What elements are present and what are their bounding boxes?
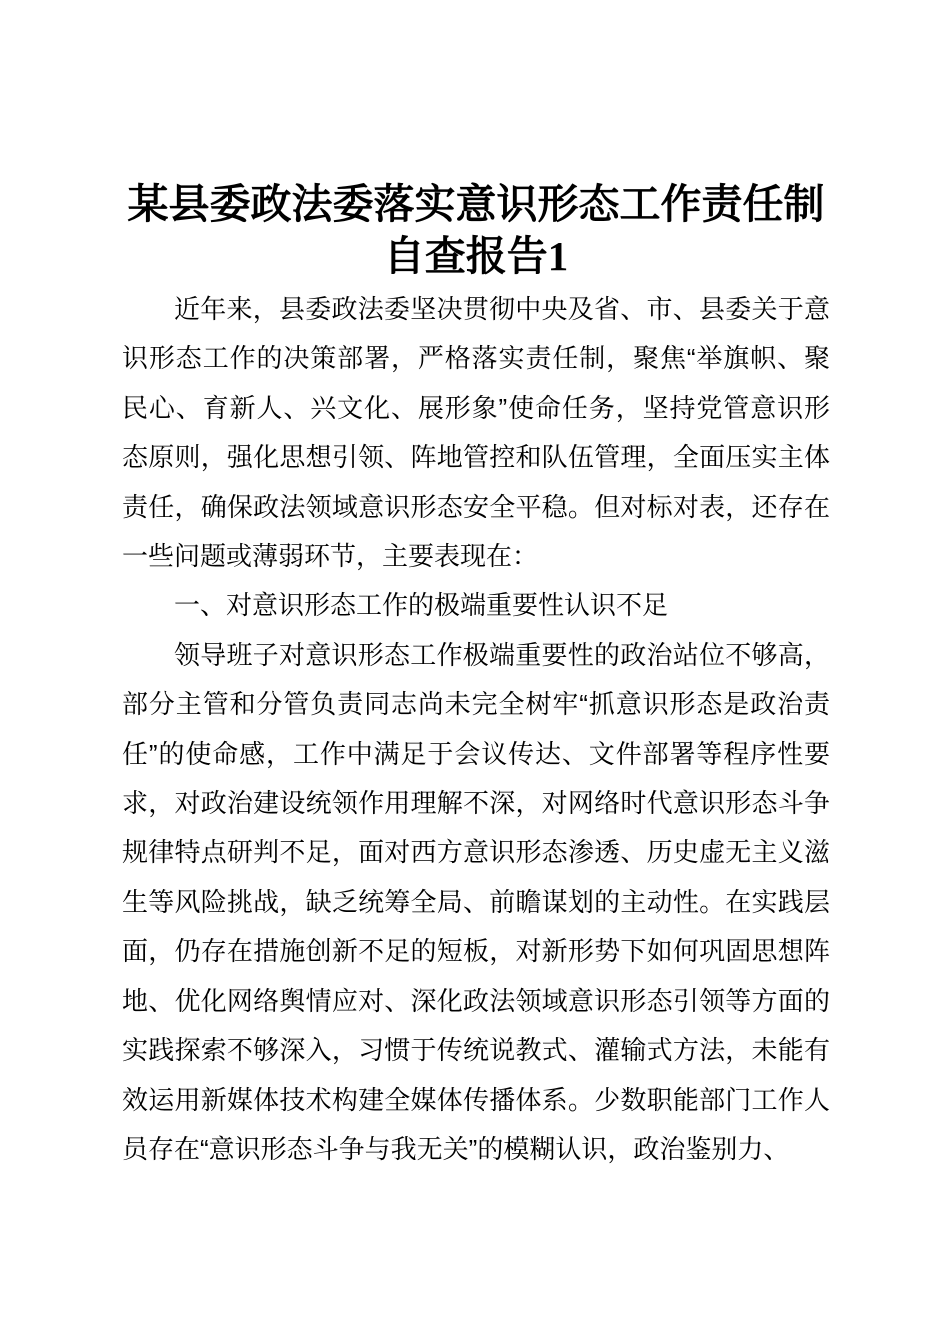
body-paragraph: 近年来，县委政法委坚决贯彻中央及省、市、县委关于意识形态工作的决策部署，严格落实责任制，聚焦“举旗帜、聚民心、育新人、兴文化、展形象”使命任务，坚持党管意识形态原则，强化思想引领、阵地管控和队伍管理，全面压实主体责任，确保政法领域意识形态安全平稳。但对标对表，还存在一些问题或薄弱环节，主要表现在：: [122, 294, 830, 572]
body-paragraph: 领导班子对意识形态工作极端重要性的政治站位不够高，部分主管和分管负责同志尚未完全树牢“抓意识形态是政治责任”的使命感，工作中满足于会议传达、文件部署等程序性要求，对政治建设统领作用理解不深，对网络时代意识形态斗争规律特点研判不足，面对西方意识形态渗透、历史虚无主义滋生等风险挑战，缺乏统筹全局、前瞻谋划的主动性。在实践层面，仍存在措施创新不足的短板，对新形势下如何巩固思想阵地、优化网络舆情应对、深化政法领域意识形态引领等方面的实践探索不够深入，习惯于传统说教式、灌输式方法，未能有效运用新媒体技术构建全媒体传播体系。少数职能部门工作人员存在“意识形态斗争与我无关”的模糊认识，政治鉴别力、: [122, 639, 830, 1164]
document-body: [122, 285, 830, 1174]
document-title: 某县委政法委落实意识形态工作责任制自查报告1: [127, 181, 825, 279]
section-heading: 一、对意识形态工作的极端重要性认识不足: [174, 590, 669, 621]
